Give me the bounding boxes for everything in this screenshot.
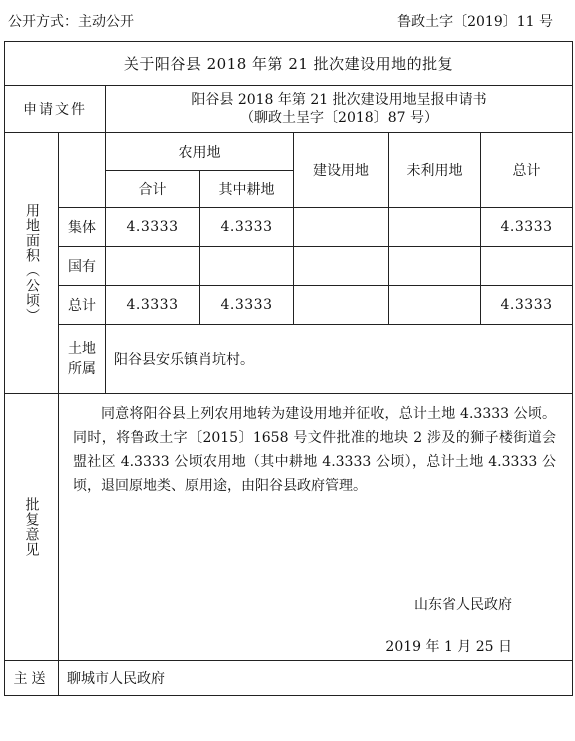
cell-cultivated: 4.3333 xyxy=(200,208,294,247)
document-title: 关于阳谷县 2018 年第 21 批次建设用地的批复 xyxy=(5,42,573,86)
table-row xyxy=(5,286,573,325)
cell-total: 4.3333 xyxy=(481,286,573,325)
header-subtotal: 合计 xyxy=(106,171,200,208)
disclosure-method: 公开方式：主动公开 xyxy=(8,14,134,30)
header-farmland: 农用地 xyxy=(106,133,294,171)
ownership-label-line-2: 所属 xyxy=(68,361,96,377)
cell-unused xyxy=(389,286,481,325)
cell-construction xyxy=(294,208,389,247)
cell-cultivated: 4.3333 xyxy=(200,286,294,325)
application-line-2: （聊政土呈字〔2018〕87 号） xyxy=(240,110,438,126)
approval-form-table xyxy=(4,41,573,696)
send-to-label: 主送 xyxy=(5,661,59,696)
ownership-label-line-1: 土地 xyxy=(68,341,96,357)
cell-total: 4.3333 xyxy=(481,208,573,247)
land-area-label-text: 用地面积（公顷） xyxy=(24,203,40,323)
ownership-label xyxy=(59,325,106,394)
approval-date: 2019 年 1 月 25 日 xyxy=(385,639,513,655)
document-number: 鲁政土字〔2019〕11 号 xyxy=(397,14,553,30)
row-label-collective: 集体 xyxy=(59,208,106,247)
ownership-value: 阳谷县安乐镇肖坑村。 xyxy=(106,325,573,394)
header-cultivated: 其中耕地 xyxy=(200,171,294,208)
land-area-label xyxy=(5,133,59,394)
application-line-1: 阳谷县 2018 年第 21 批次建设用地呈报申请书 xyxy=(191,92,487,108)
header-construction: 建设用地 xyxy=(294,133,389,208)
row-label-state: 国有 xyxy=(59,247,106,286)
header-blank-cell xyxy=(59,133,106,208)
cell-construction xyxy=(294,247,389,286)
cell-subtotal: 4.3333 xyxy=(106,208,200,247)
signatory: 山东省人民政府 xyxy=(414,597,513,613)
cell-unused xyxy=(389,208,481,247)
cell-unused xyxy=(389,247,481,286)
application-document xyxy=(106,86,573,133)
cell-cultivated xyxy=(200,247,294,286)
cell-total xyxy=(481,247,573,286)
approval-opinion xyxy=(59,394,573,661)
header-unused: 未利用地 xyxy=(389,133,481,208)
header-total: 总计 xyxy=(481,133,573,208)
cell-subtotal: 4.3333 xyxy=(106,286,200,325)
cell-construction xyxy=(294,286,389,325)
send-to-value: 聊城市人民政府 xyxy=(59,661,573,696)
table-row xyxy=(5,208,573,247)
row-label-total: 总计 xyxy=(59,286,106,325)
table-row xyxy=(5,247,573,286)
approval-opinion-label xyxy=(5,394,59,661)
approval-opinion-label-text: 批复意见 xyxy=(23,497,40,557)
cell-subtotal xyxy=(106,247,200,286)
application-label: 申请文件 xyxy=(5,86,106,133)
approval-opinion-text: 同意将阳谷县上列农用地转为建设用地并征收，总计土地 4.3333 公顷。同时，将鲁政土字〔2015〕1658 号文件批准的地块 2 涉及的狮子楼街道会盟社区 4.3333 公顷农用地（其中耕地 4.3333 公顷），总计土地 4.3333 公顷，退回原地类、原用途，由阳谷县政府管理。 xyxy=(73,406,557,494)
